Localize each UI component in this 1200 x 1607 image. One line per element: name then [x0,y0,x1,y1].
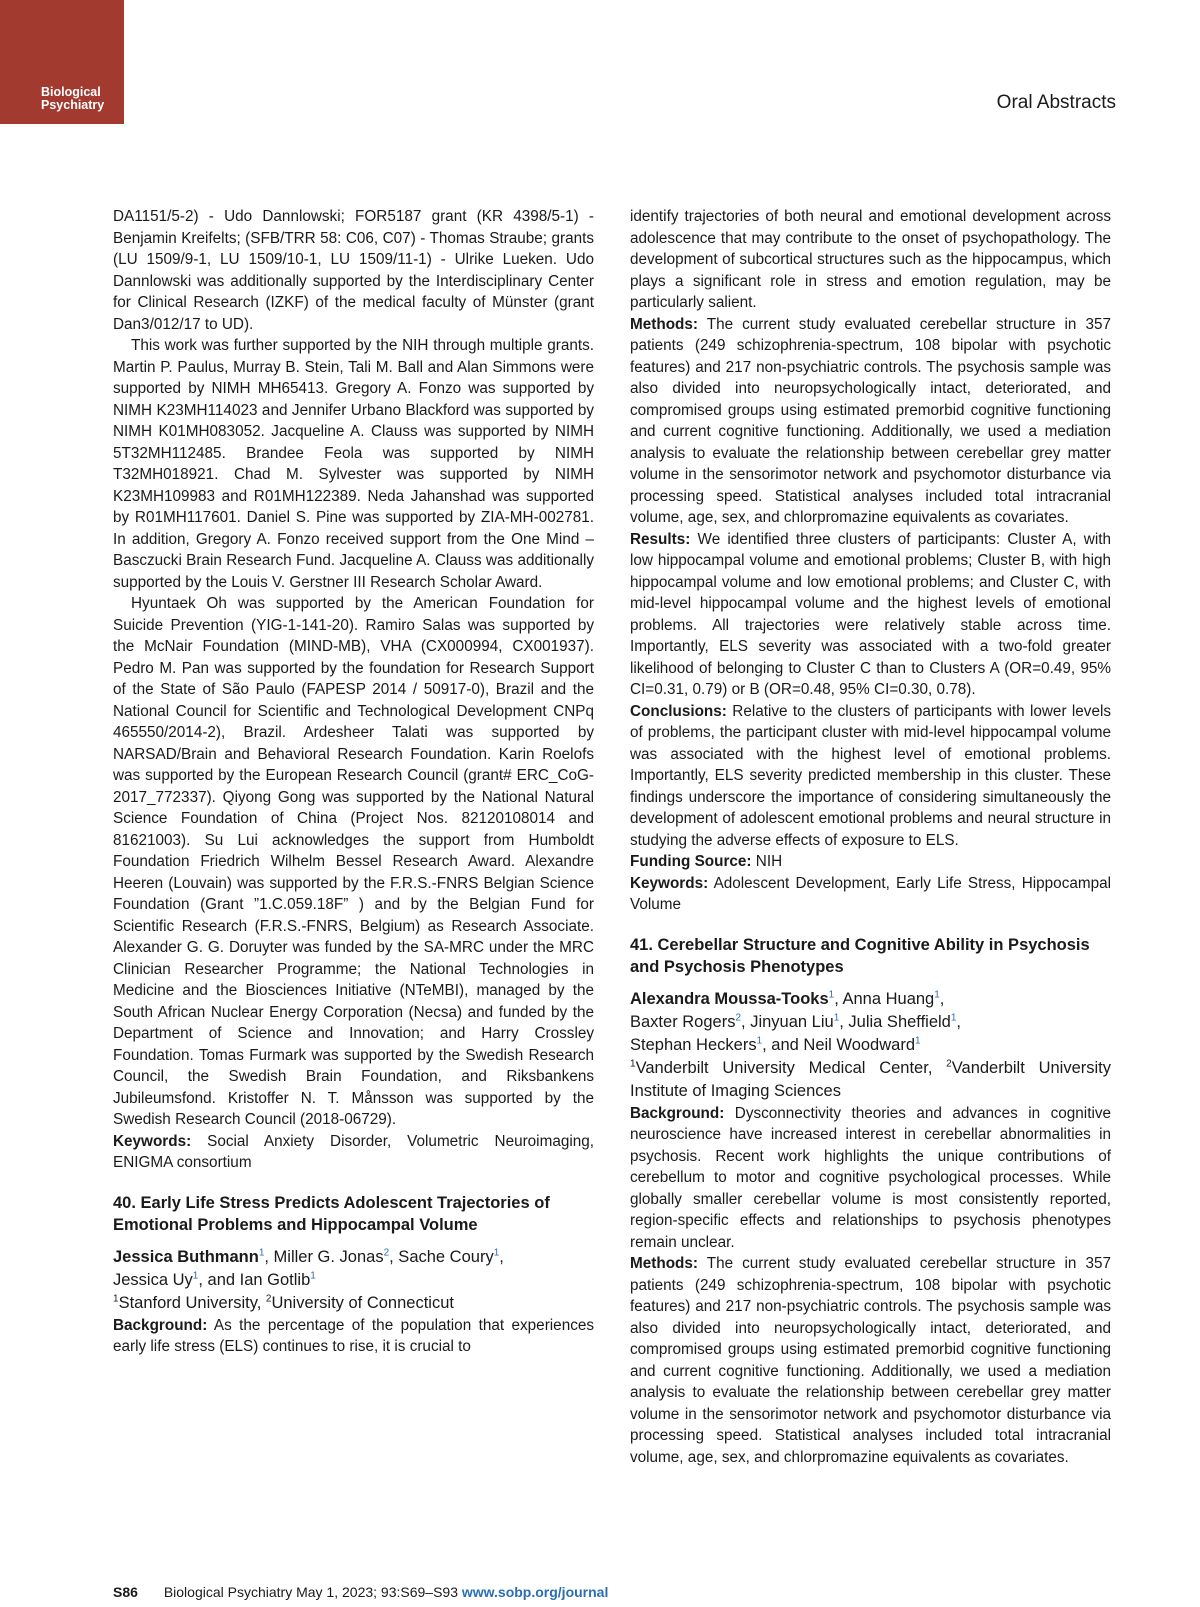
affil-ref[interactable]: 1 [310,1270,316,1281]
abstract-40-affiliations: $^1$Stanford University, $^2$University of Connecticut [113,1293,454,1312]
author-name: , Anna Huang [834,989,935,1008]
right-column [630,206,1111,1468]
abstract-40-conclusions: Conclusions: Relative to the clusters of participants with lower levels of problems, the participant cluster with mid-level hippocampal volume was associated with the highest level of emotional problems. Importantly, ELS severity predicted membership in this cluster. These findings underscore the importance of considering simultaneously the development of adolescent emotional problems and neural structure in studying the adverse effects of exposure to ELS. [630,702,1112,849]
funding-paragraph-3: Hyuntaek Oh was supported by the American Foundation for Suicide Prevention (YIG-1-141-20). Ramiro Salas was supported by the McNair Foundation (MIND-MB), VHA (CX000994, CX001937). Pedro M. Pan was supported by the foundation for Research Support of the State of São Paulo (FAPESP 2014 / 50917-0), Brazil and the National Council for Scientific and Technological Development CNPq 465550/2014-2), Brazil. Ardesheer Talati was supported by NARSAD/Brain and Behavioral Research Foundation. Karin Roelofs was supported by the European Research Council (grant# ERC_CoG-2017_772337). Qiyong Gong was supported by the National Natural Science Foundation of China (Project Nos. 82120108014 and 81621003). Su Lui acknowledges the support from Humboldt Foundation Friedrich Wilhelm Bessel Research Award. Alexandre Heeren (Louvain) was supported by the F.R.S.-FNRS Belgian Science Foundation (Grant ”1.C.059.18F” ) and by the Belgian Fund for Scientific Research (F.R.S.-FNRS, Belgium) as Research Associate. Alexander G. G. Doruyter was funded by the SA-MRC under the MRC Clinician Researcher Programme; the National Technologies in Medicine and the Biosciences Initiative (NTeMBI), managed by the South African Nuclear Energy Corporation (Necsa) and funded by the Department of Science and Innovation; and Harry Crossley Foundation. Tomas Furmark was supported by the Swedish Research Council, the Swedish Brain Foundation, and Riksbankens Jubileumsfond. Kristoffer N. T. Månsson was supported by the Swedish Research Council (2018-06729). [113,595,594,1128]
abstract-40-methods: Methods: The current study evaluated cerebellar structure in 357 patients (249 schizophrenia-spectrum, 108 bipolar with psychotic features) and 217 non-psychiatric controls. The psychosis sample was also divided into neuropsychologically intact, deteriorated, and compromised groups using estimated premorbid cognitive functioning and current cognitive functioning. Additionally, we used a mediation analysis to evaluate the relationship between cerebellar grey matter volume in the sensorimotor network and psychomotor disturbance via processing speed. Statistical analyses included total intracranial volume, age, sex, and chlorpromazine equivalents as covariates. [630,315,1111,526]
abstract-40-background: Background: As the percentage of the population that experiences early life stress (ELS) continues to rise, it is crucial to [113,1316,595,1355]
journal-url-link[interactable]: www.sobp.org/journal [461,1584,609,1600]
abstract-41-authors: Alexandra Moussa-Tooks$^1$, Anna Huang$^1$, Baxter Rogers$^2$, Jinyuan Liu$^1$, Julia Sheffield$^1$, Stephan Heckers$^1$, and Neil Woodward$^1$ [630,989,962,1054]
left-column [113,206,594,1358]
abstract-40-background-cont: identify trajectories of both neural and emotional development across adolescence that may contribute to the onset of psychopathology. The development of subcortical structures such as the hippocampus, which plays a significant role in stress and emotion regulation, may be particularly salient. [630,208,1111,311]
author-name: , Sache Coury [389,1247,494,1266]
journal-brand-text [41,86,104,112]
affil-ref[interactable]: 1 [828,989,835,1000]
abstract-41-background: Background: Dysconnectivity theories and advances in cognitive neuroscience have increased interest in cerebellar abnormalities in psychosis. Recent work highlights the unique contributions of cerebellum to motor and cognitive psychological processes. While globally smaller cerebellar volume is most consistently reported, region-specific effects and relationships to psychosis phenotypes remain unclear. [630,1104,1112,1251]
affil-ref[interactable]: 1 [756,1035,763,1046]
author-name: , Miller G. Jonas [264,1247,384,1266]
author-name: , Jinyuan Liu [741,1012,834,1031]
abstract-40-funding: Funding Source: NIH [630,853,783,870]
keywords-text: Social Anxiety Disorder, Volumetric Neuroimaging, ENIGMA consortium [113,1132,595,1171]
affil-ref[interactable]: 1 [258,1247,265,1258]
author-name: , Julia Sheffield [839,1012,951,1031]
section-title: Oral Abstracts [996,92,1116,113]
affil-ref[interactable]: 1 [192,1270,199,1281]
author-name: , and Ian Gotlib [198,1270,311,1289]
author-name: Jessica Uy [113,1270,193,1289]
affil-ref[interactable]: 1 [934,989,940,1000]
brand-line-2: Psychiatry [41,98,105,112]
abstract-41-methods: Methods: The current study evaluated cerebellar structure in 357 patients (249 schizophrenia-spectrum, 108 bipolar with psychotic features) and 217 non-psychiatric controls. The psychosis sample was also divided into neuropsychologically intact, deteriorated, and compromised groups using estimated premorbid cognitive functioning and current cognitive functioning. Additionally, we used a mediation analysis to evaluate the relationship between cerebellar grey matter volume in the sensorimotor network and psychomotor disturbance via processing speed. Statistical analyses included total intracranial volume, age, sex, and chlorpromazine equivalents as covariates. [630,1255,1111,1466]
abstract-41-affiliations: $^1$Vanderbilt University Medical Center, $^2$Vanderbilt University Institute of Imaging Sciences [630,1058,1111,1100]
journal-brand-block [0,0,124,124]
abstract-40-keywords: Keywords: Adolescent Development, Early Life Stress, Hippocampal Volume [630,874,1111,913]
brand-line-1: Biological [41,85,101,99]
page-footer [113,1584,608,1600]
funding-paragraph-2: This work was further supported by the NIH through multiple grants. Martin P. Paulus, Murray B. Stein, Tali M. Ball and Alan Simmons were supported by NIMH MH65413. Gregory A. Fonzo was supported by NIMH K23MH114023 and Jennifer Urbano Blackford was supported by NIMH K01MH083052. Jacqueline A. Clauss was supported by NIMH 5T32MH112485. Brandee Feola was supported by NIMH T32MH018921. Chad M. Sylvester was supported by NIMH K23MH109983 and R01MH122389. Neda Jahanshad was supported by R01MH117601. Daniel S. Pine was supported by ZIA-MH-002781. In addition, Gregory A. Fonzo received support from the One Mind – Basczucki Brain Research Fund. Jacqueline A. Clauss was additionally supported by the Louis V. Gerstner III Research Scholar Award. [113,337,594,591]
affil-ref[interactable]: 1 [833,1012,840,1023]
affil-ref[interactable]: 1 [493,1247,500,1258]
affil-ref[interactable]: 2 [735,1012,742,1023]
keywords-label: Keywords: [113,1132,192,1150]
author-name: Alexandra Moussa-Tooks [630,989,829,1008]
affil-ref[interactable]: 1 [950,1012,957,1023]
funding-paragraph-1: DA1151/5-2) - Udo Dannlowski; FOR5187 grant (KR 4398/5-1) - Benjamin Kreifelts; (SFB/TRR 58: C06, C07) - Thomas Straube; grants (LU 1509/9-1, LU 1509/10-1, LU 1509/11-1) - Ulrike Lueken. Udo Dannlowski was additionally supported by the Interdisciplinary Center for Clinical Research (IZKF) of the medical faculty of Münster (grant Dan3/012/17 to UD). [113,208,594,333]
author-name: Baxter Rogers [630,1012,736,1031]
abstract-41-title: 41. Cerebellar Structure and Cognitive Ability in Psychosis and Psychosis Phenotypes [630,935,1090,976]
footer-citation: Biological Psychiatry May 1, 2023; 93:S69–S93 [163,1584,458,1600]
abstract-40-authors: Jessica Buthmann$^1$, Miller G. Jonas$^2$, Sache Coury$^1$, Jessica Uy$^1$, and Ian Gotlib$^1$ [113,1247,504,1289]
page-number: S86 [113,1584,138,1600]
author-name: , and Neil Woodward [762,1035,915,1054]
abstract-40-results: Results: We identified three clusters of participants: Cluster A, with low hippocampal volume and emotional problems; Cluster B, with high hippocampal volume and low emotional problems; and Cluster C, with mid-level hippocampal volume and the highest levels of emotional problems. All trajectories were relatively stable across time. Importantly, ELS severity was associated with a two-fold greater likelihood of belonging to Cluster C than to Clusters A (OR=0.49, 95% CI=0.31, 0.79) or B (OR=0.48, 95% CI=0.30, 0.78). [630,530,1111,698]
affil-ref[interactable]: 1 [915,1035,921,1046]
author-name: Jessica Buthmann [113,1247,259,1266]
author-name: Stephan Heckers [630,1035,757,1054]
keywords-39 [113,1131,594,1174]
affil-ref[interactable]: 2 [383,1247,390,1258]
abstract-40-title: 40. Early Life Stress Predicts Adolescent Trajectories of Emotional Problems and Hippocampal Volume [113,1193,550,1234]
